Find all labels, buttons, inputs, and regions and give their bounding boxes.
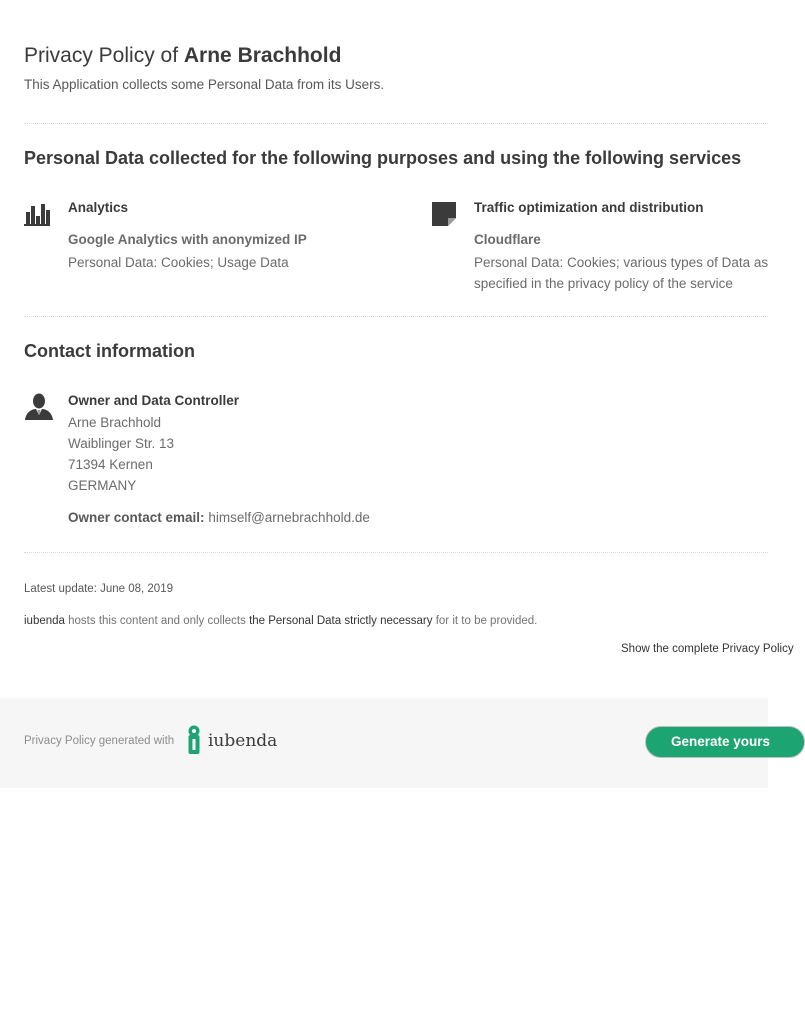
address-line: 71394 Kernen (68, 457, 153, 472)
iubenda-logo-text: iubenda (208, 731, 278, 751)
service-personal-data (68, 252, 289, 273)
owner-email[interactable]: himself@arnebrachhold.de (208, 510, 370, 525)
traffic-distribution-icon (430, 200, 456, 226)
purpose-analytics (24, 200, 404, 300)
email-label: Owner contact email: (68, 510, 205, 525)
iubenda-link[interactable]: iubenda (24, 615, 65, 627)
purpose-traffic-optimization (430, 200, 768, 300)
personal-data-line: Personal Data: Cookies; Usage Data (68, 255, 289, 270)
personal-data-line: specified in the privacy policy of the service (474, 276, 733, 291)
hosting-text: hosts this content and only collects (68, 615, 246, 627)
purpose-title: Analytics (68, 200, 129, 215)
strictly-necessary-link[interactable]: the Personal Data strictly necessary (249, 615, 433, 627)
owner-email-row (68, 510, 370, 525)
analytics-bar-chart-icon (24, 200, 50, 226)
generate-yours-button[interactable]: Generate yours (645, 726, 805, 758)
generated-with-text: Privacy Policy generated with (24, 735, 175, 747)
purposes-heading: Personal Data collected for the following purposes and using the following services (24, 148, 742, 168)
contact-heading: Contact information (24, 341, 195, 361)
purpose-title: Traffic optimization and distribution (474, 200, 704, 215)
service-name: Google Analytics with anonymized IP (68, 232, 307, 247)
person-icon (24, 393, 54, 421)
hosting-notice (24, 615, 537, 627)
address-line: Arne Brachhold (68, 415, 162, 430)
iubenda-logo-icon (186, 725, 202, 755)
hosting-text-end: for it to be provided. (435, 615, 538, 627)
section-divider (24, 316, 768, 317)
personal-data-line: Personal Data: Cookies; various types of Data as (474, 255, 769, 270)
footer-bar (0, 698, 771, 788)
show-complete-policy-link[interactable]: Show the complete Privacy Policy (621, 643, 794, 655)
page-title (24, 44, 341, 68)
address-line: GERMANY (68, 478, 137, 493)
owner-heading: Owner and Data Controller (68, 393, 240, 408)
section-divider (24, 552, 768, 553)
section-divider (24, 123, 768, 124)
latest-update: Latest update: June 08, 2019 (24, 583, 173, 595)
address-line: Waiblinger Str. 13 (68, 436, 175, 451)
service-personal-data (474, 252, 768, 294)
owner-data-controller (24, 393, 744, 533)
page-subtitle: This Application collects some Personal Data from its Users. (24, 77, 385, 92)
title-prefix: Privacy Policy of (24, 44, 179, 67)
owner-address (68, 412, 174, 496)
title-owner-name: Arne Brachhold (183, 44, 342, 67)
service-name: Cloudflare (474, 232, 541, 247)
